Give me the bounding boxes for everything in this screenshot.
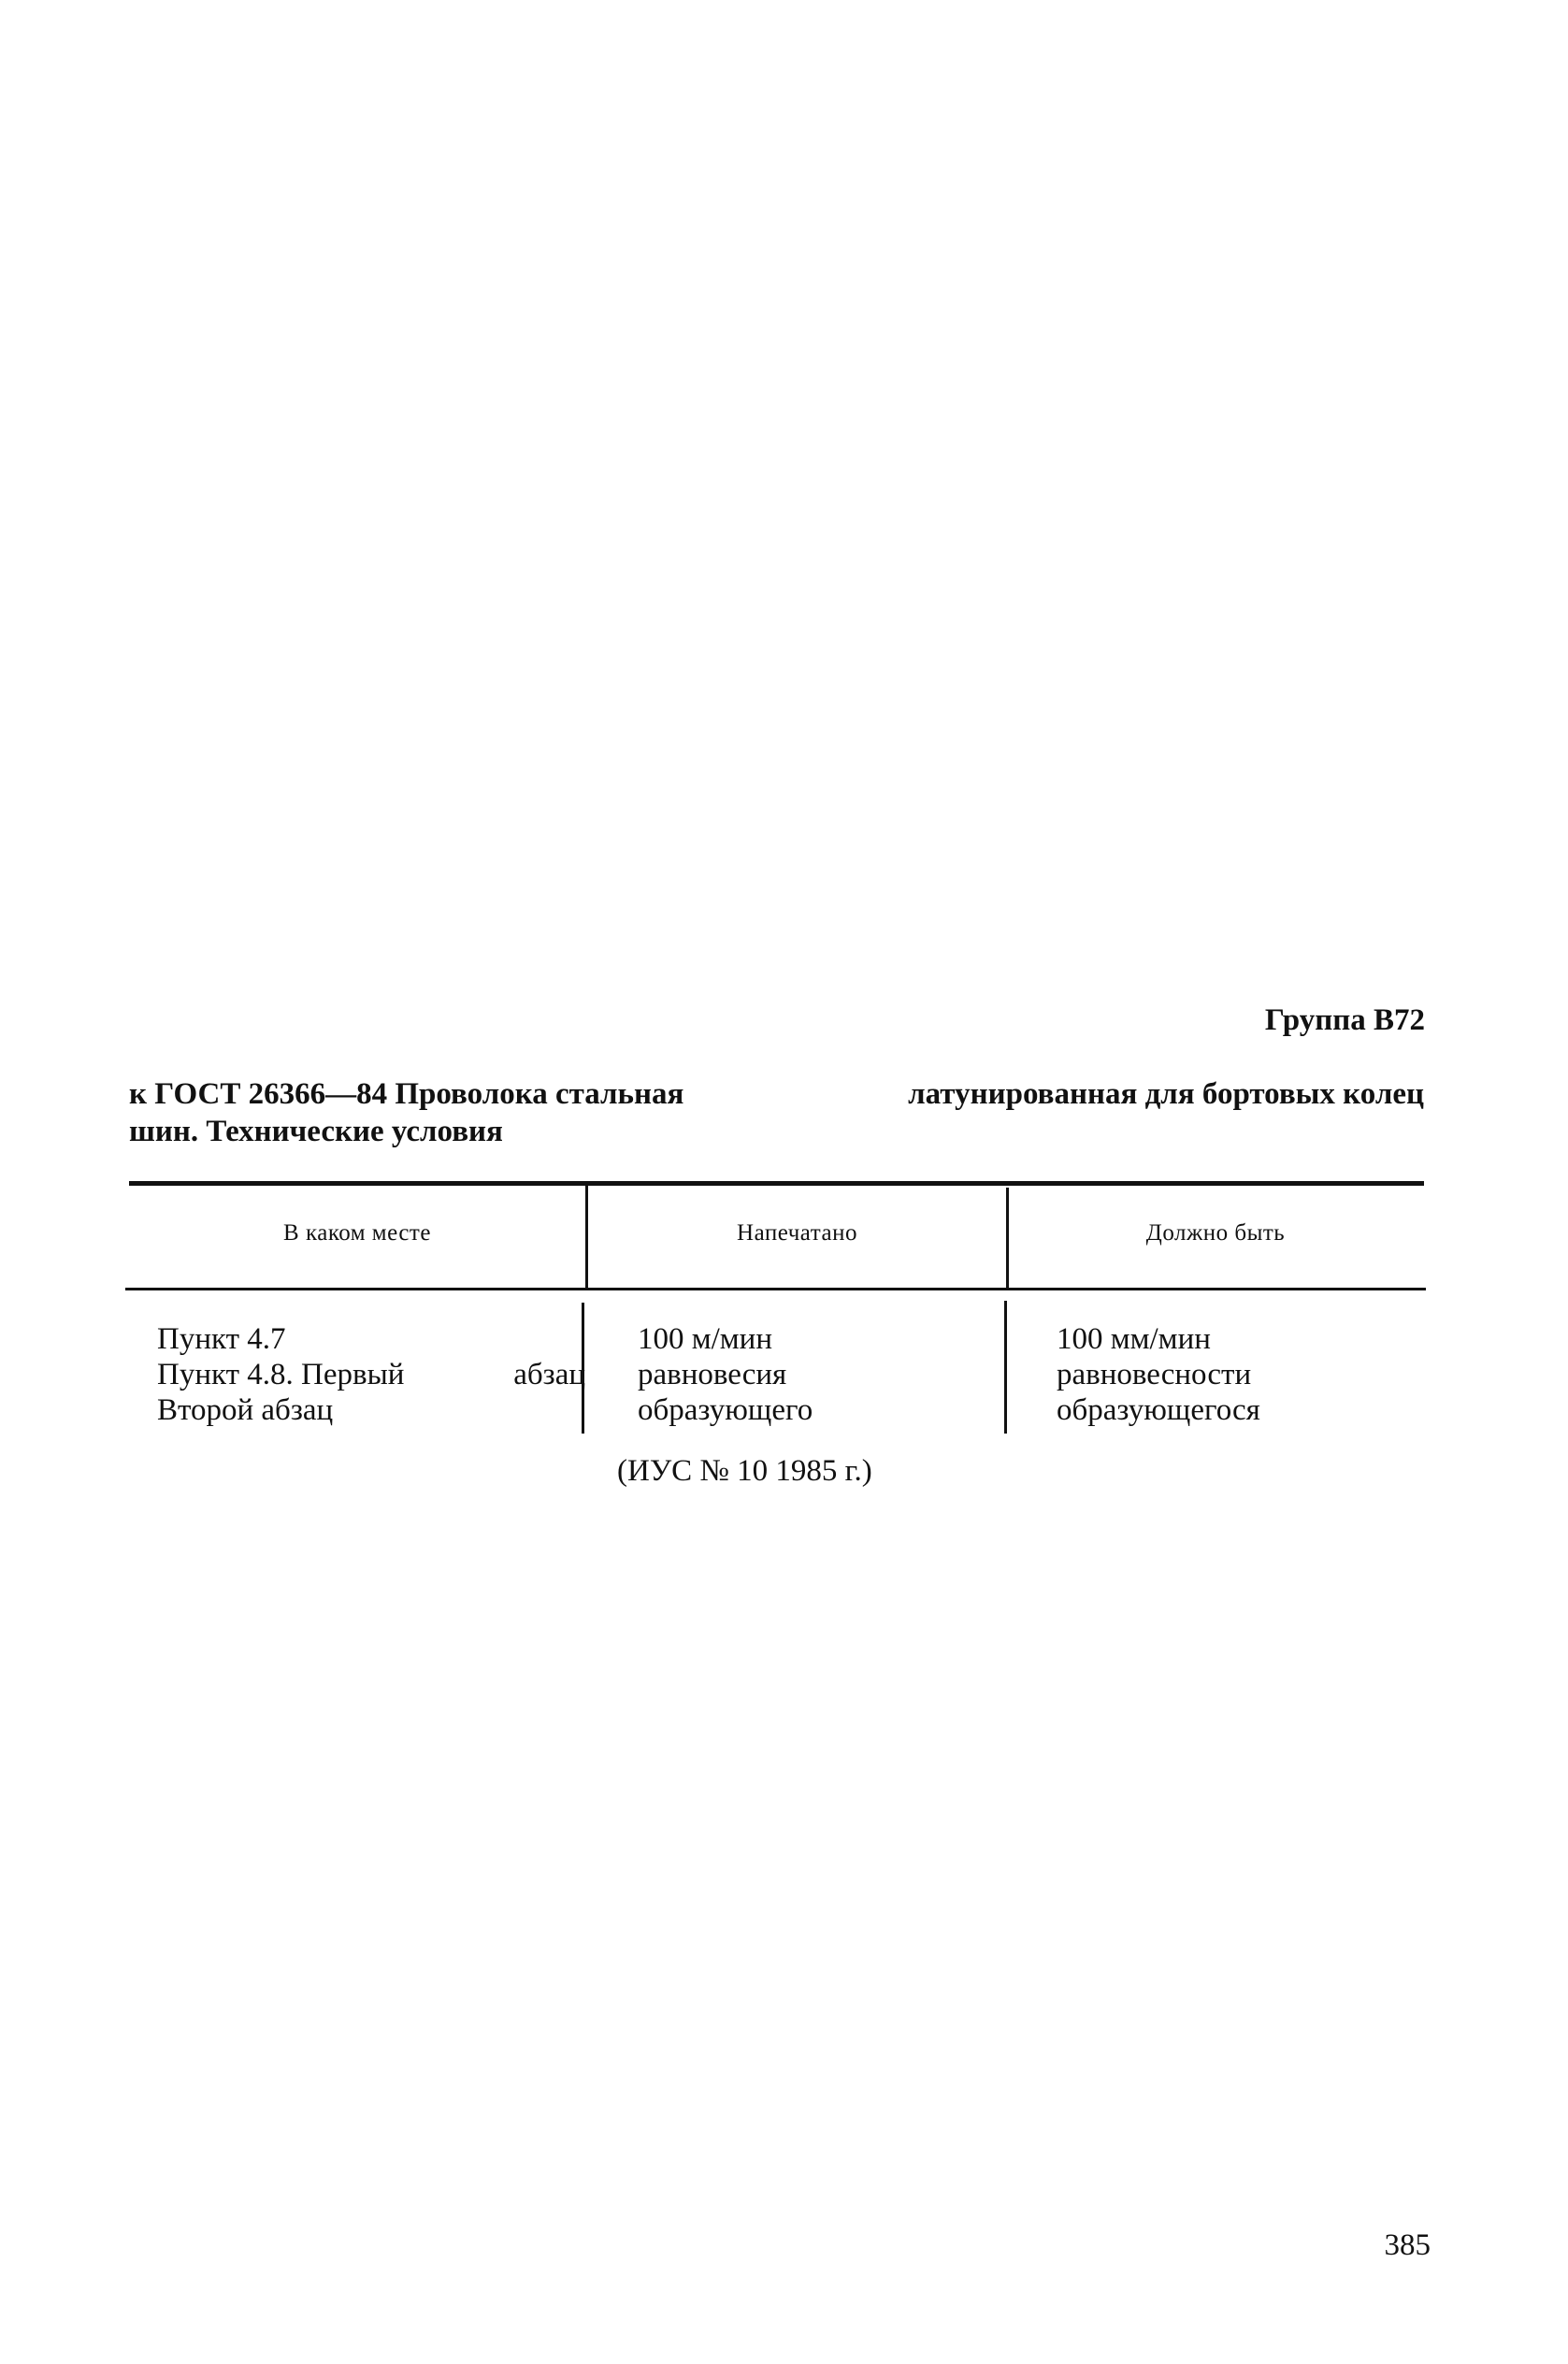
table-header-divider-2 xyxy=(1006,1188,1009,1288)
table-column-printed xyxy=(638,1321,813,1428)
table-cell-place: Второй абзац xyxy=(157,1393,334,1427)
table-header-divider-1 xyxy=(585,1186,588,1288)
table-header-place: В каком месте xyxy=(283,1220,431,1246)
table-header-printed: Напечатано xyxy=(737,1220,857,1246)
table-cell-should-be: образующегося xyxy=(1057,1393,1260,1427)
table-cell-should-be: равновесности xyxy=(1057,1358,1252,1391)
table-column-should-be xyxy=(1057,1321,1260,1428)
table-cell-printed: образующего xyxy=(638,1393,813,1427)
source-footnote: (ИУС № 10 1985 г.) xyxy=(617,1454,872,1488)
title-text-part-2: латунированная для бортовых колец xyxy=(908,1077,1424,1111)
table-cell-printed: 100 м/мин xyxy=(638,1322,773,1356)
title-line-1 xyxy=(129,1075,1424,1113)
table-header-should-be: Должно быть xyxy=(1145,1220,1286,1246)
table-column-place xyxy=(157,1321,585,1428)
table-cell-place: Пункт 4.7 xyxy=(157,1322,286,1356)
title-line-2: шин. Технические условия xyxy=(129,1115,503,1148)
page-number: 385 xyxy=(1384,2228,1431,2262)
table-cell-printed: равновесия xyxy=(638,1358,787,1391)
table-cell-place: Пункт 4.8. Первый абзац xyxy=(157,1358,585,1391)
title-text-part-1: Проволока стальная xyxy=(395,1077,684,1111)
table-body-divider-2 xyxy=(1004,1301,1007,1434)
document-title xyxy=(129,1075,1424,1150)
table-header-rule xyxy=(125,1288,1426,1290)
group-label: Группа В72 xyxy=(1264,1003,1425,1037)
title-standard-number: к ГОСТ 26366—84 xyxy=(129,1077,388,1111)
table-top-rule xyxy=(129,1181,1424,1186)
table-cell-should-be: 100 мм/мин xyxy=(1057,1322,1211,1356)
